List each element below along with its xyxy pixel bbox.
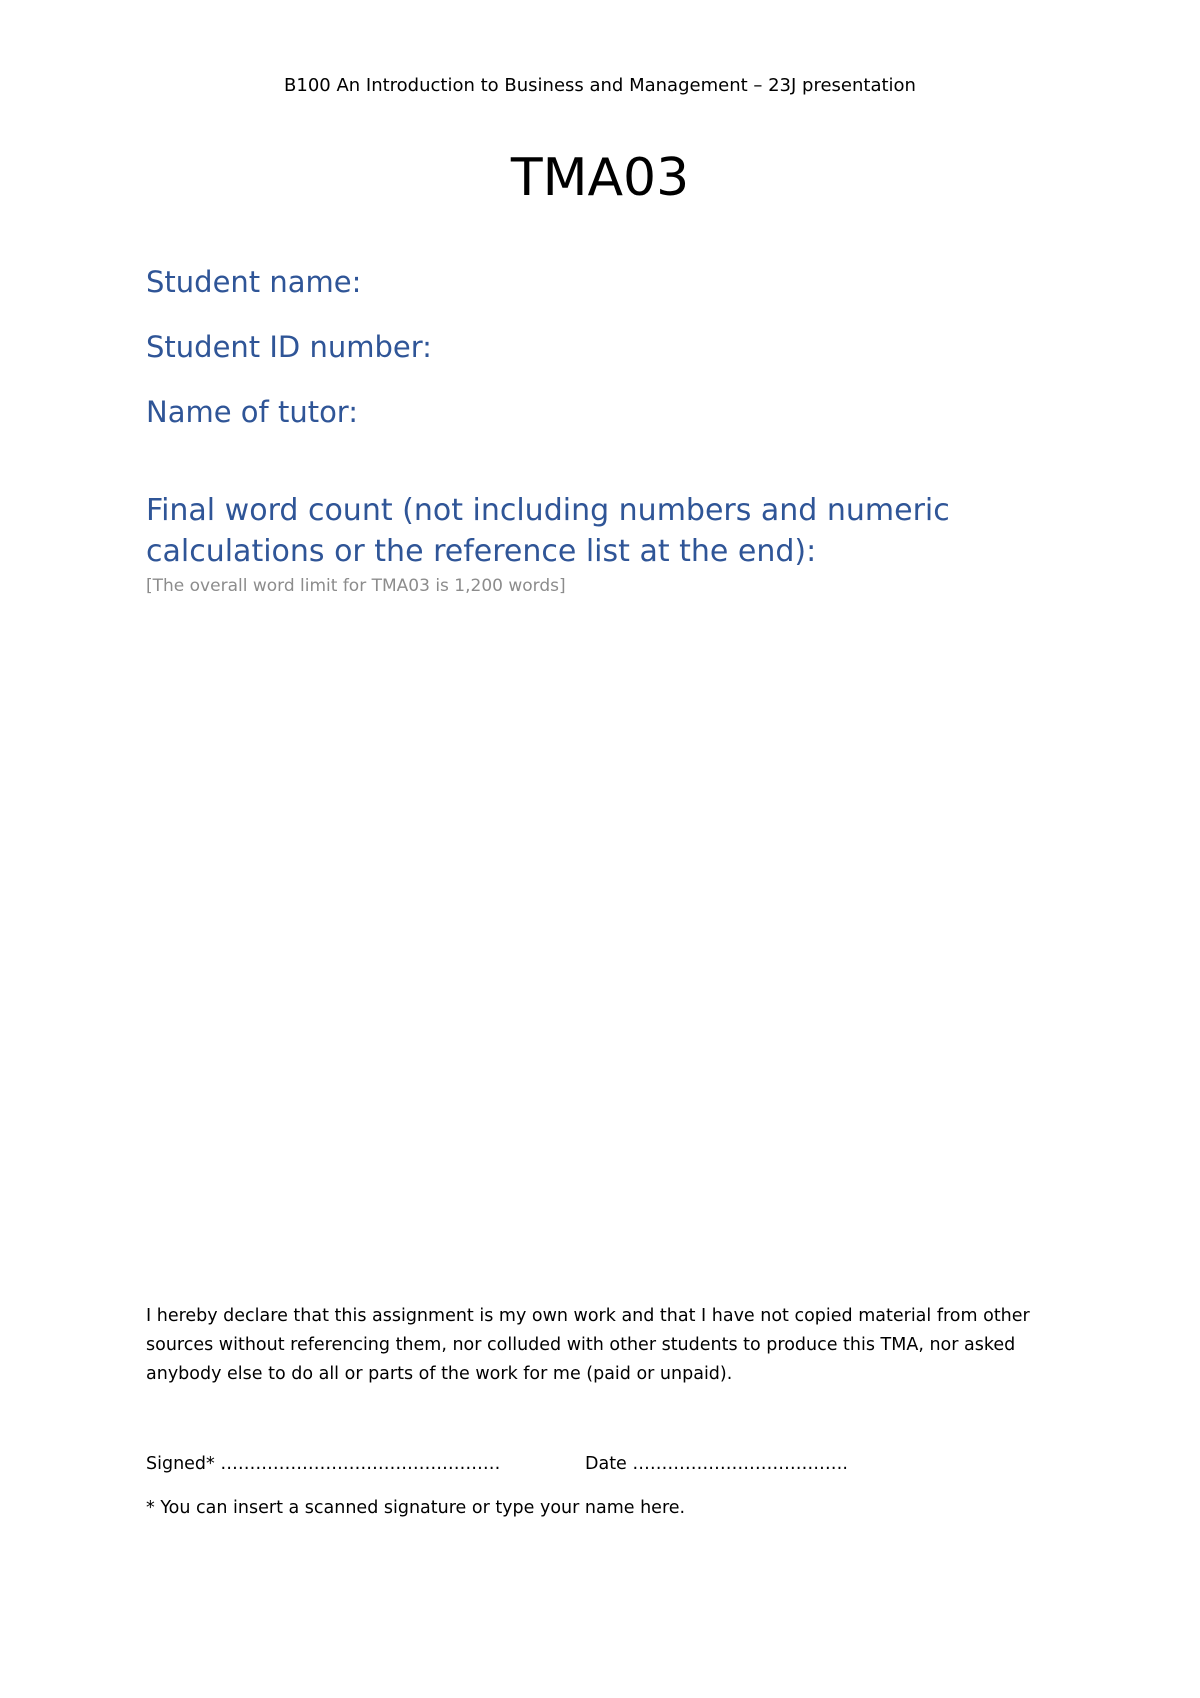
declaration-text: I hereby declare that this assignment is my own work and that I have not copied material from other sources without referencing them, nor colluded with other students to produce this TMA, nor asked anybody else to do all or parts of the work for me (paid or unpaid).: [146, 1306, 1030, 1384]
student-id-label: Student ID number:: [146, 330, 432, 364]
signature-note: * You can insert a scanned signature or type your name here.: [146, 1498, 686, 1518]
page-title: TMA03: [510, 148, 690, 208]
student-name-label: Student name:: [146, 265, 362, 299]
signed-line: Signed* …………………………………………: [146, 1454, 501, 1474]
word-limit-note: [The overall word limit for TMA03 is 1,200 words]: [146, 576, 566, 596]
date-line: Date ……………………………….: [585, 1454, 848, 1474]
tutor-name-label: Name of tutor:: [146, 395, 358, 429]
word-count-heading: Final word count (not including numbers and numeric calculations or the reference list at the end):: [146, 493, 950, 569]
course-header: B100 An Introduction to Business and Management – 23J presentation: [284, 75, 916, 96]
